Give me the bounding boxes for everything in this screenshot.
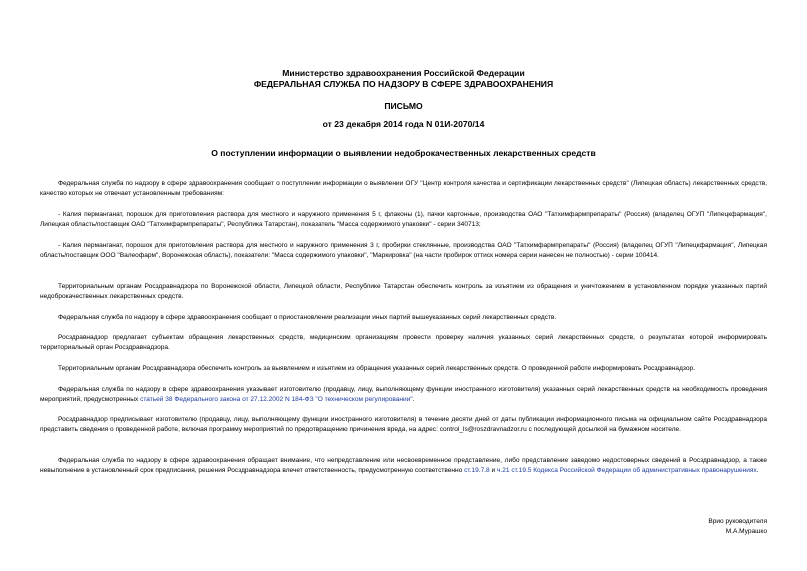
paragraph-7: Территориальным органам Росздравнадзора обеспечить контроль за выявлением и изъятием из обращения указанных серий лекарственных средств. О проведенной работе информировать Росздравнадзор. [58, 365, 695, 372]
paragraph-8 [40, 385, 767, 406]
article-19-7-8-link[interactable]: ст.19.7.8 [464, 467, 490, 475]
paragraph-10-end: . [756, 467, 759, 475]
paragraph-4: Территориальным органам Росздравнадзора по Воронежской области, Липецкой области, Республике Татарстан обеспечить контроль за изъятием из обращения и уничтожением в установленном порядке указанных партий недоброкачественных лекарственных средств. [40, 283, 767, 301]
article-19-5-link[interactable]: ч.21 ст.19.5 Кодекса Российской Федерации об административных правонарушениях [496, 467, 757, 475]
paragraph-8-text: Федеральная служба по надзору в сфере здравоохранения указывает изготовителю (продавцу, лицу, выполняющему функции иностранного изготовителя) указанных серий лекарственных средств на необходимость проведения мероприятий, предусмотренных [40, 386, 767, 404]
law-38-link[interactable]: статьей 38 Федерального закона от 27.12.2002 N 184-ФЗ "О техническом регулировании" [140, 396, 413, 404]
paragraph-9: Росздравнадзор предписывает изготовителю (продавцу, лицу, выполняющему функции иностранного изготовителя) в течение десяти дней от даты публикации информационного письма на официальном сайте Росздравнадзора представить сведения о проведенной работе, включая программу мероприятий по предотвращению причинения вреда, на адрес: control_ls@roszdravnadzor.ru с последующей досылкой на бумажном носителе. [40, 416, 767, 434]
document-header [0, 68, 807, 89]
ministry-name: Министерство здравоохранения Российской Федерации [282, 68, 525, 78]
signer-position: Врио руководителя [708, 518, 767, 525]
paragraph-10-text: Федеральная служба по надзору в сфере здравоохранения обращает внимание, что непредставление или несвоевременное представление, либо представление заведомо недостоверных сведений в Росздравнадзор, а также невыполнение в установленный срок предписания, решения Росздравнадзора влечет ответственность, предусмотренную соответственно [40, 457, 767, 475]
service-name: ФЕДЕРАЛЬНАЯ СЛУЖБА ПО НАДЗОРУ В СФЕРЕ ЗДРАВООХРАНЕНИЯ [253, 78, 554, 89]
paragraph-10 [40, 456, 767, 477]
signature-block [708, 517, 767, 538]
doc-date-number: от 23 декабря 2014 года N 01И-2070/14 [322, 119, 485, 129]
paragraph-5: Федеральная служба по надзору в сфере здравоохранения сообщает о приостановлении реализации иных партий вышеуказанных серий лекарственных средств. [58, 314, 557, 321]
paragraph-8-end: . [412, 396, 415, 404]
paragraph-1: Федеральная служба по надзору в сфере здравоохранения сообщает о поступлении информации о выявлении ОГУ "Центр контроля качества и сертификации лекарственных средств" (Липецкая область) лекарственных средств, качество которых не отвечает установленным требованиям: [40, 180, 767, 198]
paragraph-10-mid: и [489, 467, 497, 475]
paragraph-6: Росздравнадзор предлагает субъектам обращения лекарственных средств, медицинским организациям провести проверку наличия указанных серий лекарственных средств, о результатах которой информировать территориальный орган Росздравнадзора. [40, 334, 767, 352]
signer-name: М.А.Мурашко [725, 528, 767, 536]
paragraph-3: - Калия перманганат, порошок для приготовления раствора для местного и наружного применения 3 г, пробирки стеклянные, производства ОАО "Татхимфармпрепараты" (Россия) (владелец ОГУП "Липецкфармация", Липецкая область/поставщик ООО "Валеофарм", Воронежская область), показатели: "Масса содержимого упаковки", "Маркировка" (на части пробирок оттиск номера серии нанесен не полностью) - серии 100414. [40, 242, 767, 260]
doc-type: ПИСЬМО [384, 101, 423, 111]
paragraph-2: - Калия перманганат, порошок для приготовления раствора для местного и наружного применения 5 г, флаконы (1), пачки картонные, производства ОАО "Татхимфармпрепараты" (Россия) (владелец ОГУП "Липецкфармация", Липецкая область/поставщик ОАО "Татхимфармпрепараты", Республика Татарстан), показатель "Масса содержимого упаковки" - серии 340713; [40, 211, 767, 229]
doc-subject: О поступлении информации о выявлении недоброкачественных лекарственных средств [211, 148, 596, 158]
